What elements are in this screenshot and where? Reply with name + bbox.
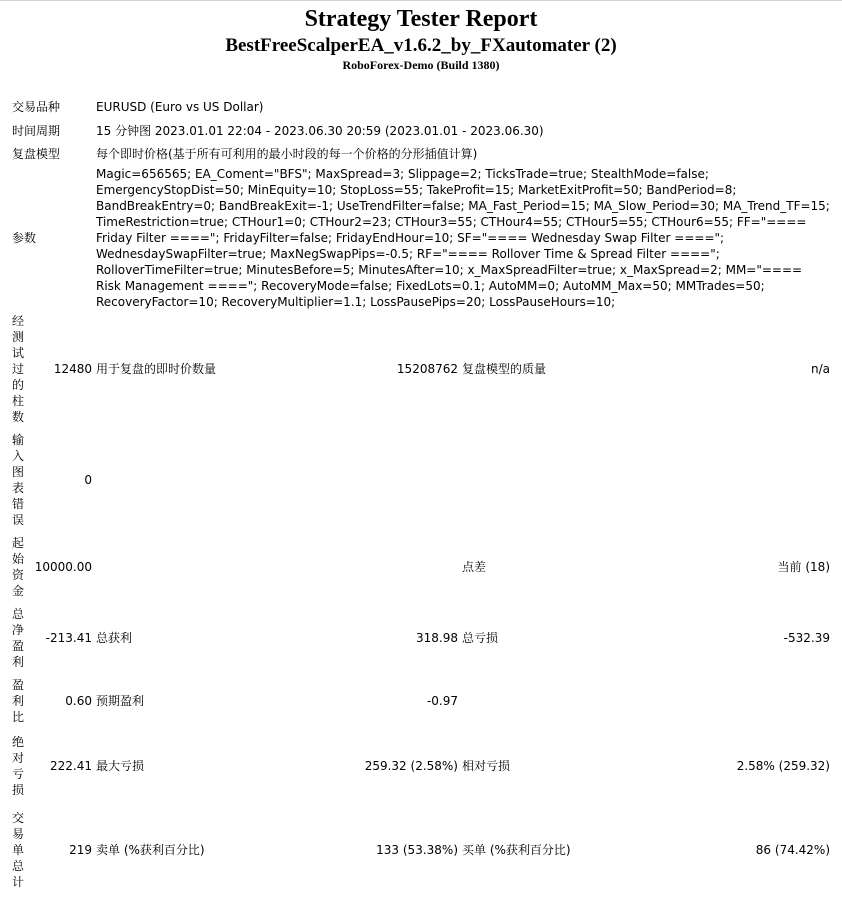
modelling-quality-value: n/a <box>810 362 830 376</box>
report-table <box>10 94 832 898</box>
absolute-drawdown-value: 222.41 <box>50 758 92 773</box>
long-positions-value: 86 (74.42%) <box>755 843 830 857</box>
short-positions-label: 卖单 (%获利百分比) <box>96 843 205 857</box>
stat-row-bars <box>10 310 832 428</box>
spread-label: 点差 <box>462 560 487 574</box>
total-trades-label: 交易单总计 <box>12 811 25 889</box>
server-build: RoboForex-Demo (Build 1380) <box>342 58 500 72</box>
params-value: Magic=656565; EA_Coment="BFS"; MaxSpread=3; Slippage=2; TicksTrade=true; StealthMode=false; EmergencyStopDist=50; MinEquity=10; StopLoss=55; TakeProfit=15; MarketExitProfit=50; BandPeriod=8; BandBreakEntry=0; BandBreakExit=-1; UseTrendFilter=false; MA_Fast_Period=15; MA_Slow_Period=30; MA_Trend_TF=15; TimeRestriction=true; CTHour1=0; CTHour2=23; CTHour3=55; CTHour4=55; CTHour5=55; CTHour6=55; FF="==== Friday Filter ===="; FridayFilter=false; FridayEndHour=10; SF="==== Wednesday Swap Filter ===="; WednesdaySwapFilter=true; MaxNegSwapPips=-0.5; RF="==== Rollover Time & Spread Filter ===="; RolloverTimeFilter=true; MinutesBefore=5; MinutesAfter=10; x_MaxSpreadFilter=true; x_MaxSpread=2; MM="==== Risk Management ===="; RecoveryMode=false; FixedLots=0.1; AutoMM=0; AutoMM_Max=50; MMTrades=50; RecoveryFactor=10; RecoveryMultiplier=1.1; LossPausePips=20; LossPauseHours=10; <box>96 167 830 309</box>
stat-row-deposit <box>10 531 832 603</box>
model-value: 每个即时价格(基于所有可利用的最小时段的每一个价格的分形插值计算) <box>96 147 478 161</box>
maximal-drawdown-value: 259.32 (2.58%) <box>364 758 458 773</box>
gross-profit-label: 总获利 <box>96 631 133 645</box>
gross-loss-label: 总亏损 <box>462 631 499 645</box>
info-row-params <box>10 166 832 310</box>
profit-factor-label: 盈利比 <box>12 678 25 724</box>
params-label: 参数 <box>12 231 37 245</box>
gross-profit-value: 318.98 <box>416 631 458 645</box>
model-label: 复盘模型 <box>12 147 61 161</box>
stat-row-drawdown <box>10 729 832 802</box>
relative-drawdown-label: 相对亏损 <box>462 758 511 773</box>
report-title: Strategy Tester Report <box>304 6 538 32</box>
initial-deposit-value: 10000.00 <box>34 560 92 574</box>
bars-tested-label: 经测试过的柱数 <box>12 314 25 424</box>
ticks-modelled-value: 15208762 <box>396 362 458 376</box>
report-header <box>0 5 842 73</box>
stat-row-profit <box>10 603 832 673</box>
expert-name: BestFreeScalperEA_v1.6.2_by_FXautomater (2) <box>225 35 617 56</box>
profit-factor-value: 0.60 <box>65 694 92 708</box>
maximal-drawdown-label: 最大亏损 <box>96 758 145 773</box>
chart-errors-value: 0 <box>84 472 92 487</box>
spread-value: 当前 (18) <box>777 560 830 574</box>
chart-errors-label: 输入图表错误 <box>12 432 25 527</box>
stat-row-trades <box>10 802 832 898</box>
period-label: 时间周期 <box>12 123 61 138</box>
bars-tested-value: 12480 <box>53 362 92 376</box>
modelling-quality-label: 复盘模型的质量 <box>462 362 547 376</box>
total-trades-value: 219 <box>69 843 92 857</box>
total-net-profit-label: 总净盈利 <box>12 607 25 669</box>
initial-deposit-label: 起始资金 <box>12 536 25 598</box>
long-positions-label: 买单 (%获利百分比) <box>462 843 571 857</box>
absolute-drawdown-label: 绝对亏损 <box>12 734 25 797</box>
short-positions-value: 133 (53.38%) <box>376 843 458 857</box>
symbol-label: 交易品种 <box>12 99 61 114</box>
expected-payoff-value: -0.97 <box>426 694 458 708</box>
period-value: 15 分钟图 2023.01.01 22:04 - 2023.06.30 20:59 (2023.01.01 - 2023.06.30) <box>96 123 544 138</box>
info-row-model <box>10 142 832 166</box>
symbol-value: EURUSD (Euro vs US Dollar) <box>96 99 264 114</box>
info-row-symbol <box>10 94 832 119</box>
info-row-period <box>10 119 832 142</box>
stat-row-mismatched <box>10 428 832 531</box>
expected-payoff-label: 预期盈利 <box>96 694 145 708</box>
total-net-profit-value: -213.41 <box>45 631 92 645</box>
gross-loss-value: -532.39 <box>783 631 830 645</box>
relative-drawdown-value: 2.58% (259.32) <box>736 758 830 773</box>
stat-row-profit-factor <box>10 673 832 729</box>
ticks-modelled-label: 用于复盘的即时价数量 <box>96 362 217 376</box>
